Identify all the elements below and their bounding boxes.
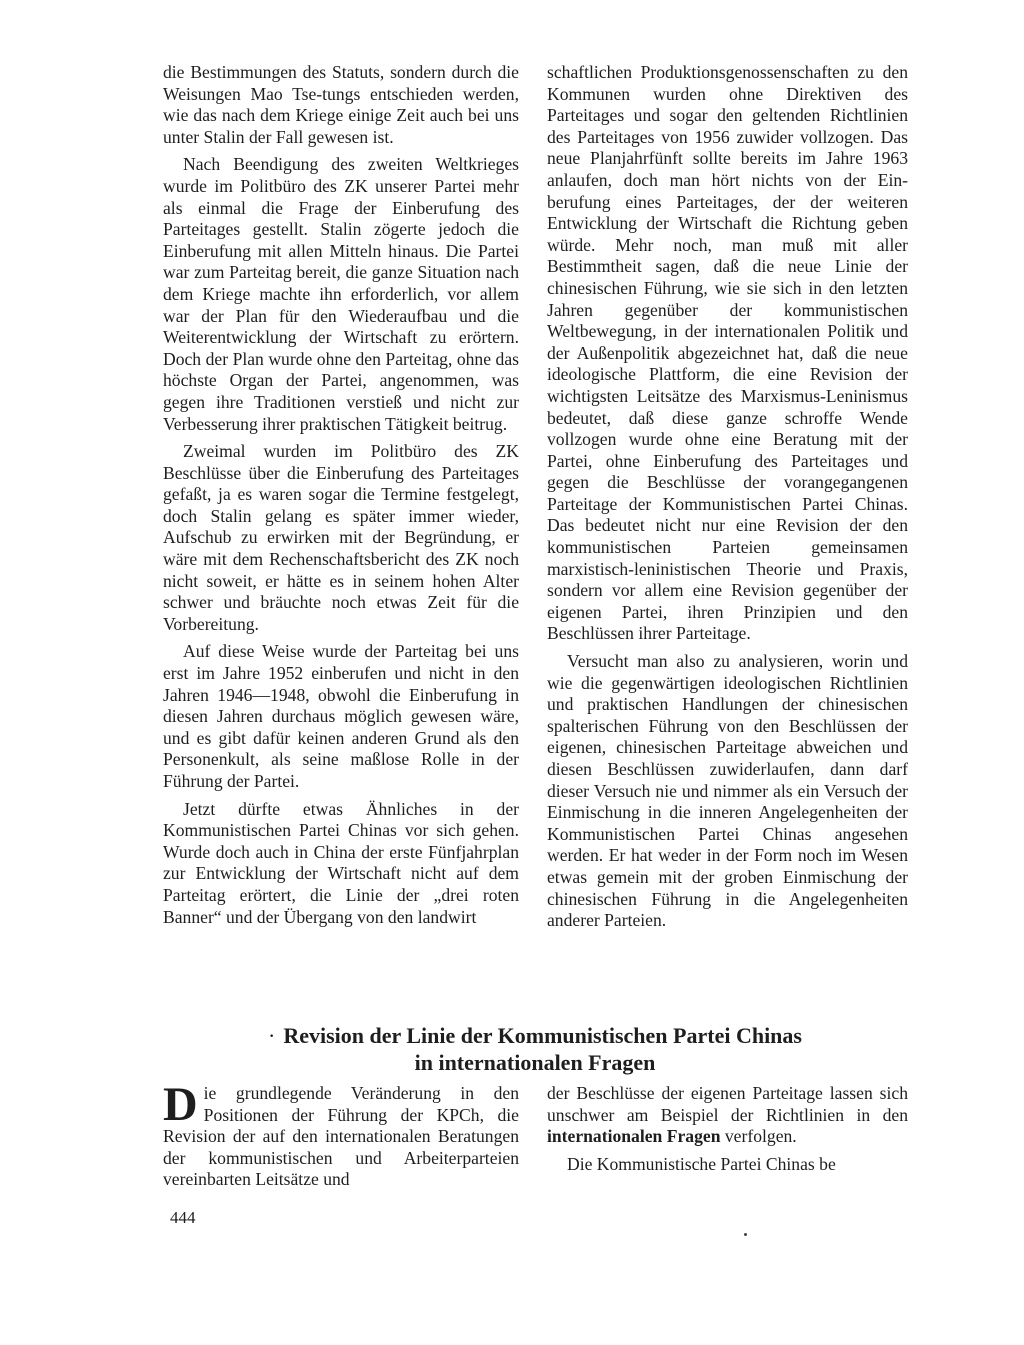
section-heading-line-2: in internationalen Fragen	[414, 1050, 656, 1075]
paragraph-text: ie grundlegende Veränderung in den Positionen der Führung der KPCh, die Revision der auf den internationalen Beratungen der kommunistischen und Arbeiterparteien vereinbarten Leitsätze und	[163, 1083, 519, 1190]
paragraph	[163, 1078, 519, 1191]
section-left-column	[163, 1078, 519, 1191]
section-heading	[160, 1022, 910, 1076]
left-column	[163, 62, 519, 928]
emphasis-text: internationalen Fragen	[547, 1126, 721, 1147]
paragraph: Die Kommunistische Partei Chinas be	[567, 1153, 836, 1174]
right-column	[547, 62, 908, 932]
print-speck	[744, 1233, 747, 1236]
section-heading-line-1	[160, 1022, 910, 1049]
drop-cap: D	[163, 1078, 198, 1131]
paragraph: Nach Beendigung des zweiten Weltkrieges wurde im Politbüro des ZK unserer Partei mehr als einmal die Frage der Einberufung des Parteitages gestellt. Stalin zögerte jedoch die Einberufung mit allen Mitteln hinaus. Die Partei war zum Parteitag bereit, die ganze Situation nach dem Kriege machte ihn erforderlich, vor allem war der Plan für den Wiederaufbau und die Weiterentwicklung der Wirtschaft zu erörtern. Doch der Plan wurde ohne den Parteitag, ohne das höchste Organ der Partei, angenommen, was gegen ihre Traditionen verstieß und nicht zur Verbesserung ihrer praktischen Tätigkeit beitrug.	[163, 154, 519, 434]
paragraph: die Bestimmungen des Statuts, sondern durch die Weisungen Mao Tse-tungs entschieden werden, wie das nach dem Kriege einige Zeit auch bei uns unter Stalin der Fall gewesen ist.	[163, 62, 519, 147]
section-right-column	[547, 1083, 908, 1175]
page-number: 444	[170, 1208, 196, 1227]
paragraph: Versucht man also zu analysieren, worin und wie die gegenwärtigen ideologischen Richtlinien und praktischen Handlungen der chinesischen spalterischen Führung von den Beschlüssen der eigenen, chinesischen Parteitage abweichen und diesen Beschlüssen zuwiderlaufen, dann darf dieser Versuch nie und nimmer als ein Versuch der Einmischung in die inneren Angelegenheiten der Kommunistischen Partei Chinas angesehen werden. Er hat weder in der Form noch im Wesen etwas gemein mit der groben Einmischung der chinesischen Führung in die Angelegenheiten anderer Parteien.	[547, 651, 908, 931]
paragraph: schaftlichen Produktionsgenossenschaften zu den Kommunen wurden ohne Direktiven des Parteitages und sogar den geltenden Richtlinien des Parteitages von 1956 zuwider vollzogen. Das neue Planjahrfünft sollte bereits im Jahre 1963 anlaufen, doch man hört nichts von der Einberufung eines Parteitages, der der weiteren Entwicklung der Wirtschaft die Richtung geben würde. Mehr noch, man muß mit aller Bestimmtheit sagen, daß die neue Linie der chinesischen Führung, wie sie sich in den letzten Jahren gegenüber der kommunistischen Weltbewegung, in der internationalen Politik und der Außenpolitik abgezeichnet hat, daß die neue ideologische Plattform, die eine Revision der wichtigsten Leitsätze des Marxismus-Leninismus bedeutet, daß diese ganze schroffe Wende vollzogen wurde ohne eine Beratung mit der Partei, ohne Einberufung des Parteitages und gegen die Beschlüsse der vorangegangenen Parteitage der Kommunistischen Partei Chinas. Das bedeutet nicht nur eine Revision der den kommunistischen Parteien gemeinsamen marxistisch-leninistischen Theorie und Praxis, sondern vor allem eine Revision gegenüber der eigenen Partei, ihren Prinzipien und den Beschlüssen ihrer Parteitage.	[547, 62, 908, 644]
heading-text-1: Revision der Linie der Kommunistischen Partei Chinas	[283, 1023, 802, 1048]
paragraph: Jetzt dürfte etwas Ähnliches in der Kommunistischen Partei Chinas vor sich gehen. Wurde doch auch in China der erste Fünfjahrplan zur Entwicklung der Wirtschaft nicht auf dem Parteitag erörtert, die Linie der „drei roten Banner“ und der Übergang von den landwirt	[163, 798, 519, 927]
heading-mark: ·	[268, 1023, 276, 1048]
paragraph-text: verfolgen.	[720, 1126, 797, 1147]
paragraph-text: der Beschlüsse der eigenen Parteitage lassen sich unschwer am Beispiel der Richtlinien in den	[547, 1083, 908, 1125]
paragraph	[547, 1083, 908, 1148]
paragraph: Zweimal wurden im Politbüro des ZK Beschlüsse über die Einberufung des Parteitages gefaßt, ja es waren sogar die Termine festgelegt, doch Stalin gelang es später immer wieder, Aufschub zu erwirken mit der Begründung, er wäre mit dem Rechenschaftsbericht des ZK noch nicht soweit, er hätte es in seinem hohen Alter schwer und bräuchte noch etwas Zeit für die Vorbereitung.	[163, 441, 519, 634]
paragraph: Auf diese Weise wurde der Parteitag bei uns erst im Jahre 1952 einberufen und nicht in den Jahren 1946—1948, obwohl die Einberufung in diesen Jahren durchaus möglich gewesen wäre, und es gibt dafür keinen anderen Grund als den Personenkult, als seine maßlose Rolle in der Führung der Partei.	[163, 641, 519, 791]
